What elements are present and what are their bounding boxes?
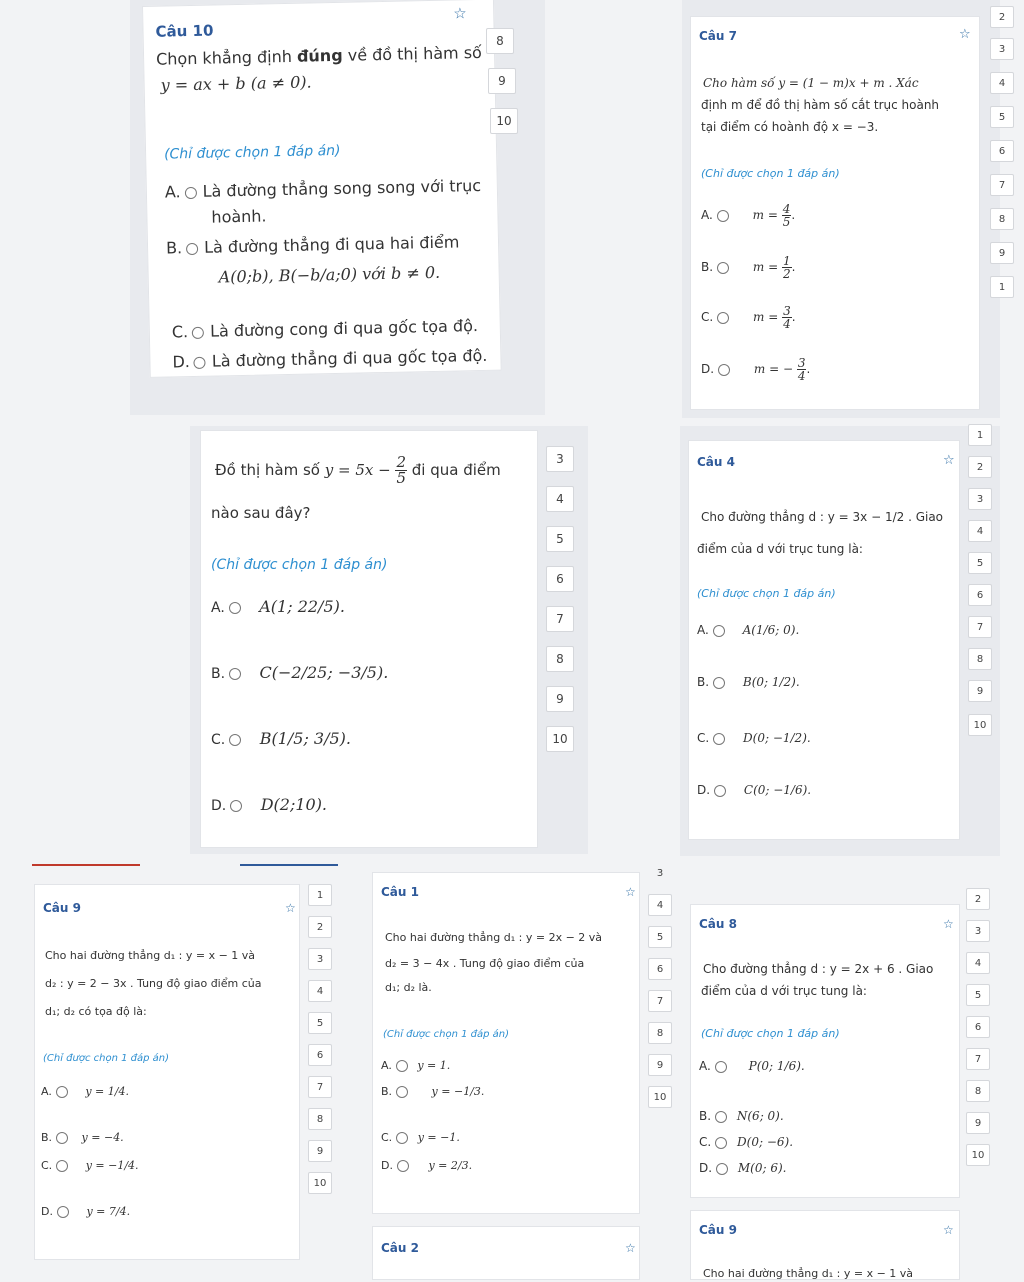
question-title: Câu 8 [699, 917, 737, 931]
option-a[interactable]: A. P(0; 1/6). [699, 1059, 805, 1073]
nav-button[interactable]: 10 [648, 1086, 672, 1108]
nav-button[interactable]: 7 [966, 1048, 990, 1070]
nav-button[interactable]: 5 [648, 926, 672, 948]
option-b[interactable]: B. y = −1/3. [381, 1085, 485, 1098]
nav-button[interactable]: 10 [966, 1144, 990, 1166]
nav-button[interactable]: 1 [990, 276, 1014, 298]
nav-button[interactable]: 8 [308, 1108, 332, 1130]
question-card-2-peek [372, 1226, 640, 1280]
radio-icon[interactable] [186, 242, 198, 254]
nav-button[interactable]: 7 [648, 990, 672, 1012]
question-card-9 [34, 884, 300, 1260]
star-icon[interactable]: ☆ [625, 885, 636, 899]
question-text-line2: d₂ = 3 − 4x . Tung độ giao điểm của [385, 957, 585, 970]
question-title: Câu 4 [697, 455, 735, 469]
nav-button[interactable]: 7 [990, 174, 1014, 196]
nav-button[interactable]: 9 [968, 680, 992, 702]
option-c[interactable]: C. y = −1/4. [41, 1159, 139, 1172]
question-text-line2: điểm của d với trục tung là: [701, 984, 867, 998]
radio-icon[interactable] [717, 312, 729, 324]
option-b[interactable]: B. N(6; 0). [699, 1109, 784, 1123]
radio-icon[interactable] [396, 1086, 408, 1098]
option-a[interactable]: A. m = $\frac{4}{5}$ . [701, 202, 796, 229]
radio-icon[interactable] [185, 186, 197, 198]
question-text-line2: điểm của d với trục tung là: [697, 542, 863, 556]
radio-icon[interactable] [715, 1061, 727, 1073]
radio-icon[interactable] [229, 668, 241, 680]
nav-button[interactable]: 6 [968, 584, 992, 606]
option-c[interactable]: C. Là đường cong đi qua gốc tọa độ. [171, 316, 479, 342]
radio-icon[interactable] [715, 1137, 727, 1149]
radio-icon[interactable] [713, 677, 725, 689]
option-a[interactable]: A. Là đường thẳng song song với trục [164, 175, 482, 202]
nav-button[interactable]: 2 [966, 888, 990, 910]
question-text-line3: d₁; d₂ là. [385, 981, 432, 994]
question-text-line2: định m để đồ thị hàm số cắt trục hoành [701, 98, 940, 112]
nav-button[interactable]: 9 [990, 242, 1014, 264]
radio-icon[interactable] [713, 625, 725, 637]
radio-icon[interactable] [230, 800, 242, 812]
nav-button[interactable]: 2 [990, 6, 1014, 28]
question-text-line2: d₂ : y = 2 − 3x . Tung độ giao điểm của [45, 977, 262, 990]
question-text-line1: Đồ thị hàm số y = 5x − $\frac{2}{5}$ đi qua điểm [215, 453, 501, 487]
option-d[interactable]: D. y = 7/4. [41, 1205, 131, 1218]
question-text-line1: Cho hai đường thẳng d₁ : y = x − 1 và [703, 1267, 914, 1280]
nav-button[interactable]: 2 [968, 456, 992, 478]
option-d[interactable]: D. D(2;10). [211, 795, 328, 814]
nav-button[interactable]: 8 [546, 646, 574, 672]
nav-button[interactable]: 1 [968, 424, 992, 446]
nav-button[interactable]: 4 [308, 980, 332, 1002]
nav-button[interactable]: 9 [546, 686, 574, 712]
question-title: Câu 7 [699, 29, 737, 43]
question-card-7 [690, 16, 980, 410]
answer-note: (Chỉ được chọn 1 đáp án) [383, 1029, 510, 1040]
question-title: Câu 9 [699, 1223, 737, 1237]
answer-note: (Chỉ được chọn 1 đáp án) [43, 1053, 170, 1064]
radio-icon[interactable] [56, 1086, 68, 1098]
nav-button[interactable]: 5 [966, 984, 990, 1006]
answer-note: (Chỉ được chọn 1 đáp án) [163, 142, 341, 163]
radio-icon[interactable] [229, 734, 241, 746]
question-card-8 [690, 904, 960, 1198]
fraction: $\frac{1}{2}$ [782, 254, 791, 281]
option-a-line2: hoành. [211, 206, 267, 227]
nav-button[interactable]: 4 [546, 486, 574, 512]
option-b-line2: A(0;b), B(−b/a;0) với b ≠ 0. [218, 262, 441, 287]
option-d[interactable]: D. M(0; 6). [699, 1161, 787, 1175]
star-icon[interactable]: ☆ [625, 1241, 636, 1255]
nav-button[interactable]: 2 [308, 916, 332, 938]
question-title: Câu 2 [381, 1241, 419, 1255]
question-text-line2: nào sau đây? [211, 504, 311, 522]
question-text-line1: Cho hàm số y = (1 − m)x + m . Xác [703, 76, 919, 90]
radio-icon[interactable] [57, 1206, 69, 1218]
nav-button[interactable]: 1 [308, 884, 332, 906]
radio-icon[interactable] [714, 785, 726, 797]
star-icon[interactable]: ☆ [285, 901, 296, 915]
question-text-line1: Cho hai đường thẳng d₁ : y = 2x − 2 và [385, 931, 603, 944]
fraction: $\frac{3}{4}$ [797, 356, 806, 383]
nav-button[interactable]: 8 [648, 1022, 672, 1044]
question-title: Câu 1 [381, 885, 419, 899]
option-a[interactable]: A. A(1/6; 0). [697, 623, 800, 637]
question-title: Câu 9 [43, 901, 81, 915]
question-text: Chọn khẳng định đúng về đồ thị hàm số [155, 42, 483, 69]
nav-button[interactable]: 3 [990, 38, 1014, 60]
radio-icon[interactable] [716, 1163, 728, 1175]
option-b[interactable]: B. m = $\frac{1}{2}$ . [701, 254, 796, 281]
answer-note: (Chỉ được chọn 1 đáp án) [697, 587, 836, 600]
nav-button[interactable]: 10 [308, 1172, 332, 1194]
nav-button[interactable]: 8 [968, 648, 992, 670]
nav-button[interactable]: 9 [966, 1112, 990, 1134]
underline-red [32, 864, 140, 866]
nav-button[interactable]: 4 [966, 952, 990, 974]
nav-button[interactable]: 7 [308, 1076, 332, 1098]
nav-button[interactable]: 4 [648, 894, 672, 916]
nav-button[interactable]: 9 [648, 1054, 672, 1076]
nav-button[interactable]: 6 [966, 1016, 990, 1038]
nav-button[interactable]: 3 [308, 948, 332, 970]
question-formula: y = ax + b (a ≠ 0). [160, 72, 312, 95]
nav-button[interactable]: 6 [546, 566, 574, 592]
question-card-10 [142, 0, 502, 378]
nav-button[interactable]: 5 [308, 1012, 332, 1034]
star-icon[interactable]: ☆ [943, 917, 954, 931]
fraction: $\frac{2}{5}$ [396, 453, 406, 487]
nav-button[interactable]: 5 [546, 526, 574, 552]
radio-icon[interactable] [715, 1111, 727, 1123]
question-card-mid [200, 430, 538, 848]
underline-blue [240, 864, 338, 866]
question-card-1 [372, 872, 640, 1214]
nav-button[interactable]: 6 [990, 140, 1014, 162]
question-text-line1: Cho hai đường thẳng d₁ : y = x − 1 và [45, 949, 256, 962]
radio-icon[interactable] [56, 1160, 68, 1172]
option-b[interactable]: B. Là đường thẳng đi qua hai điểm [165, 232, 460, 258]
question-card-9-peek [690, 1210, 960, 1280]
nav-button[interactable]: 5 [990, 106, 1014, 128]
radio-icon[interactable] [713, 733, 725, 745]
nav-button[interactable]: 6 [308, 1044, 332, 1066]
radio-icon[interactable] [717, 210, 729, 222]
nav-button[interactable]: 10 [546, 726, 574, 752]
nav-button[interactable]: 3 [546, 446, 574, 472]
question-text-line1: Cho đường thẳng d : y = 2x + 6 . Giao [703, 962, 934, 976]
nav-button[interactable]: 8 [486, 28, 514, 54]
question-card-4 [688, 440, 960, 840]
nav-button[interactable]: 8 [966, 1080, 990, 1102]
nav-button[interactable]: 3 [968, 488, 992, 510]
option-a[interactable]: A. y = 1. [381, 1059, 451, 1072]
radio-icon[interactable] [397, 1160, 409, 1172]
star-icon[interactable]: ☆ [943, 453, 955, 468]
nav-button[interactable]: 3 [966, 920, 990, 942]
nav-button[interactable]: 4 [990, 72, 1014, 94]
option-d[interactable]: D. C(0; −1/6). [697, 783, 812, 797]
answer-note: (Chỉ được chọn 1 đáp án) [211, 557, 388, 573]
nav-button[interactable]: 10 [490, 108, 518, 134]
option-a[interactable]: A. A(1; 22/5). [211, 597, 345, 616]
star-icon[interactable]: ☆ [453, 4, 467, 23]
option-a[interactable]: A. y = 1/4. [41, 1085, 129, 1098]
option-b[interactable]: B. y = −4. [41, 1131, 124, 1144]
question-title: Câu 10 [155, 21, 214, 41]
option-b[interactable]: B. B(0; 1/2). [697, 675, 800, 689]
radio-icon[interactable] [192, 326, 204, 338]
question-text-line3: tại điểm có hoành độ x = −3. [701, 120, 879, 134]
option-d[interactable]: D. y = 2/3. [381, 1159, 473, 1172]
nav-button[interactable]: 7 [968, 616, 992, 638]
answer-note: (Chỉ được chọn 1 đáp án) [701, 1027, 840, 1040]
option-b[interactable]: B. C(−2/25; −3/5). [211, 663, 389, 682]
nav-button[interactable]: 5 [968, 552, 992, 574]
radio-icon[interactable] [396, 1132, 408, 1144]
nav-button[interactable]: 7 [546, 606, 574, 632]
radio-icon[interactable] [396, 1060, 408, 1072]
option-d[interactable]: D. Là đường thẳng đi qua gốc tọa độ. [172, 345, 488, 372]
nav-button[interactable]: 3 [656, 867, 664, 879]
radio-icon[interactable] [718, 364, 730, 376]
nav-button[interactable]: 9 [488, 68, 516, 94]
nav-button[interactable]: 9 [308, 1140, 332, 1162]
option-c[interactable]: C. D(0; −6). [699, 1135, 794, 1149]
radio-icon[interactable] [229, 602, 241, 614]
option-c[interactable]: C. B(1/5; 3/5). [211, 729, 351, 748]
question-text-line1: Cho đường thẳng d : y = 3x − 1/2 . Giao [701, 510, 944, 524]
star-icon[interactable]: ☆ [943, 1223, 954, 1237]
option-d[interactable]: D. m = − $\frac{3}{4}$ . [701, 356, 811, 383]
question-text-line3: d₁; d₂ có tọa độ là: [45, 1005, 147, 1018]
answer-note: (Chỉ được chọn 1 đáp án) [701, 167, 840, 180]
nav-button[interactable]: 8 [990, 208, 1014, 230]
fraction: $\frac{4}{5}$ [782, 202, 791, 229]
nav-button[interactable]: 4 [968, 520, 992, 542]
radio-icon[interactable] [194, 356, 206, 368]
fraction: $\frac{3}{4}$ [783, 304, 791, 331]
nav-button[interactable]: 10 [968, 714, 992, 736]
option-c[interactable]: C. m = $\frac{3}{4}$ . [701, 304, 796, 331]
radio-icon[interactable] [56, 1132, 68, 1144]
radio-icon[interactable] [717, 262, 729, 274]
star-icon[interactable]: ☆ [959, 27, 971, 42]
nav-button[interactable]: 6 [648, 958, 672, 980]
option-c[interactable]: C. D(0; −1/2). [697, 731, 811, 745]
option-c[interactable]: C. y = −1. [381, 1131, 460, 1144]
